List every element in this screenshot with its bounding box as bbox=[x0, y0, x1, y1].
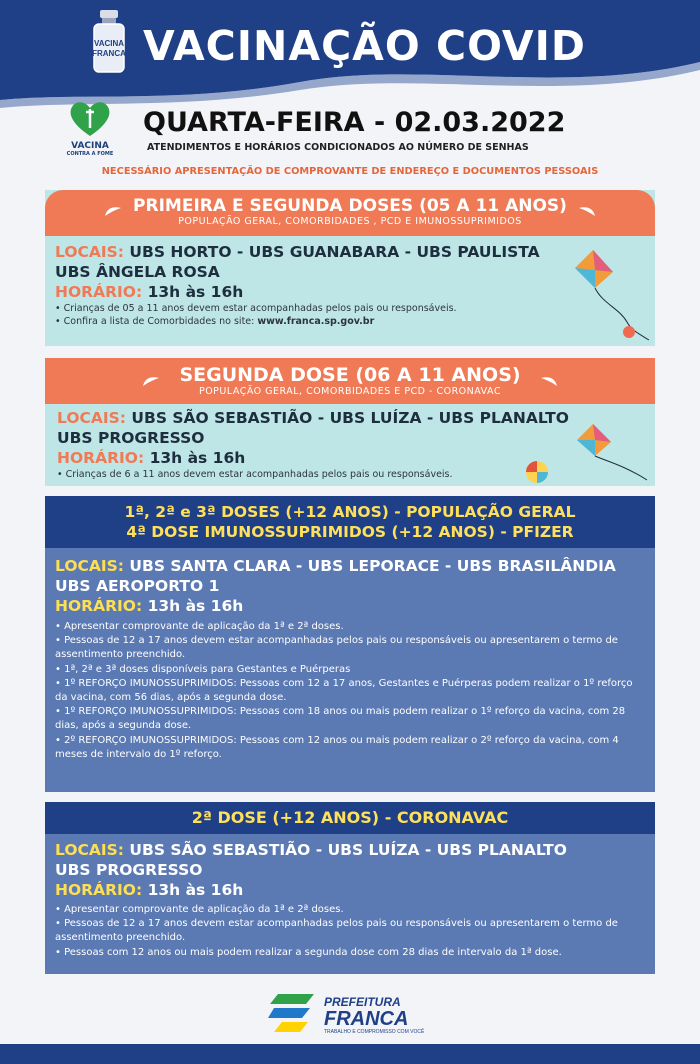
card3-locais-label: LOCAIS: bbox=[55, 557, 125, 575]
logo-stripe-yellow bbox=[274, 1022, 308, 1032]
logo-tagline: TRABALHO E COMPROMISSO COM VOCÊ bbox=[324, 1029, 425, 1035]
card-doses-12-plus bbox=[45, 496, 655, 792]
card-first-second-doses bbox=[45, 190, 655, 346]
card3-header bbox=[45, 496, 655, 548]
splash-icon bbox=[141, 374, 161, 388]
footer-bar bbox=[0, 1044, 700, 1064]
card-second-dose-kids bbox=[45, 358, 655, 486]
card3-bullet: • 2º REFORÇO IMUNOSSUPRIMIDOS: Pessoas com 12 anos ou mais podem realizar o 2º reforço da vacina, com 4 meses de intervalo do 1º reforço. bbox=[55, 734, 619, 760]
card4-horario-label: HORÁRIO: bbox=[55, 881, 143, 899]
heart-logo-caption2: CONTRA A FOME bbox=[66, 151, 114, 157]
vial-text-1: VACINA bbox=[93, 39, 125, 48]
card3-horario-value: 13h às 16h bbox=[147, 597, 244, 615]
card2-locais bbox=[57, 408, 643, 448]
card2-horario-value: 13h às 16h bbox=[149, 449, 246, 467]
splash-icon bbox=[539, 374, 559, 388]
page-title: VACINAÇÃO COVID bbox=[143, 22, 586, 70]
documents-note: NECESSÁRIO APRESENTAÇÃO DE COMPROVANTE DE ENDEREÇO E DOCUMENTOS PESSOAIS bbox=[101, 166, 599, 177]
heart-icon bbox=[68, 100, 112, 138]
card2-title: SEGUNDA DOSE (06 A 11 ANOS) bbox=[179, 364, 521, 386]
site-link[interactable]: www.franca.sp.gov.br bbox=[257, 316, 375, 327]
card4-locais-label: LOCAIS: bbox=[55, 841, 125, 859]
card3-title-line2: 4ª DOSE IMUNOSSUPRIMIDOS (+12 ANOS) - PFIZER bbox=[126, 523, 574, 541]
card1-locais bbox=[55, 242, 645, 282]
card2-header bbox=[45, 358, 655, 404]
card-coronavac-12-plus bbox=[45, 802, 655, 974]
card2-locais-line1: UBS SÃO SEBASTIÃO - UBS LUÍZA - UBS PLANALTO bbox=[131, 409, 569, 427]
card4-bullet: • Apresentar comprovante de aplicação da 1ª e 2ª doses. bbox=[55, 904, 344, 915]
card3-locais-line2: UBS AEROPORTO 1 bbox=[55, 577, 220, 595]
card4-bullet: • Pessoas com 12 anos ou mais podem realizar a segunda dose com 28 dias de intervalo da 1ª dose. bbox=[55, 946, 562, 958]
card1-bullet: • Crianças de 05 a 11 anos devem estar acompanhadas pelos pais ou responsáveis. bbox=[55, 303, 457, 314]
card1-bullet bbox=[55, 315, 645, 328]
date-subtitle: ATENDIMENTOS E HORÁRIOS CONDICIONADOS AO NÚMERO DE SENHAS bbox=[147, 142, 529, 153]
card2-bullet: • Crianças de 6 a 11 anos devem estar acompanhadas pelos pais ou responsáveis. bbox=[57, 469, 453, 480]
card1-locais-line1: UBS HORTO - UBS GUANABARA - UBS PAULISTA bbox=[129, 243, 540, 261]
card4-locais-line1: UBS SÃO SEBASTIÃO - UBS LUÍZA - UBS PLANALTO bbox=[129, 841, 567, 859]
ball-icon bbox=[525, 460, 549, 484]
card3-horario-label: HORÁRIO: bbox=[55, 597, 143, 615]
card4-locais-line2: UBS PROGRESSO bbox=[55, 861, 203, 879]
logo-text-main: FRANCA bbox=[324, 1008, 409, 1030]
card1-header bbox=[45, 190, 655, 236]
card3-bullet: • Pessoas de 12 a 17 anos devem estar acompanhadas pelos pais ou responsáveis ou apresentarem o termo de assentimento preenchido. bbox=[55, 635, 618, 661]
card3-bullet: • 1ª, 2ª e 3ª doses disponíveis para Gestantes e Puérperas bbox=[55, 663, 351, 675]
card1-horario-label: HORÁRIO: bbox=[55, 283, 143, 301]
kite-icon bbox=[575, 422, 651, 484]
prefeitura-franca-logo bbox=[268, 990, 438, 1036]
card3-title-line1: 1ª, 2ª e 3ª DOSES (+12 ANOS) - POPULAÇÃO GERAL bbox=[124, 503, 576, 521]
card3-bullet: • 1º REFORÇO IMUNOSSUPRIMIDOS: Pessoas com 18 anos ou mais podem realizar o 1º reforço da vacina, com 28 dias, após a segunda dose. bbox=[55, 706, 626, 732]
vacina-contra-fome-logo bbox=[60, 100, 120, 158]
card3-bullet: • 1º REFORÇO IMUNOSSUPRIMIDOS: Pessoas com 12 a 17 anos, Gestantes e Puérperas podem realizar o 1º reforço da vacina, com 56 dias, após a segunda dose. bbox=[55, 677, 633, 704]
card3-locais bbox=[55, 556, 645, 596]
card4-locais bbox=[55, 840, 645, 880]
logo-text-top: PREFEITURA bbox=[324, 995, 401, 1009]
card1-bullet-text: • Confira a lista de Comorbidades no site: bbox=[55, 316, 258, 327]
card4-bullet: • Pessoas de 12 a 17 anos devem estar acompanhadas pelos pais ou responsáveis ou apresentarem o termo de assentimento preenchido. bbox=[55, 918, 618, 944]
date-title: QUARTA-FEIRA - 02.03.2022 bbox=[143, 107, 566, 138]
vial-text-2: FRANCA bbox=[92, 49, 126, 58]
logo-stripe-blue bbox=[268, 1008, 310, 1018]
card2-horario bbox=[57, 448, 643, 468]
kite-icon bbox=[573, 248, 653, 344]
heart-logo-caption: VACINA bbox=[71, 141, 109, 151]
splash-icon bbox=[577, 204, 597, 218]
card4-horario-value: 13h às 16h bbox=[147, 881, 244, 899]
card2-locais-label: LOCAIS: bbox=[57, 409, 127, 427]
card4-horario bbox=[55, 880, 645, 900]
card3-horario bbox=[55, 596, 645, 616]
vaccine-vial-logo bbox=[88, 10, 130, 74]
card2-locais-line2: UBS PROGRESSO bbox=[57, 429, 205, 447]
card2-horario-label: HORÁRIO: bbox=[57, 449, 145, 467]
card4-header: 2ª DOSE (+12 ANOS) - CORONAVAC bbox=[45, 802, 655, 834]
card1-title: PRIMEIRA E SEGUNDA DOSES (05 A 11 ANOS) bbox=[133, 196, 567, 216]
card1-subtitle: POPULAÇÃO GERAL, COMORBIDADES , PCD E IMUNOSSUPRIMIDOS bbox=[178, 216, 522, 227]
card3-locais-line1: UBS SANTA CLARA - UBS LEPORACE - UBS BRASILÂNDIA bbox=[129, 557, 616, 575]
card1-horario-value: 13h às 16h bbox=[147, 283, 244, 301]
splash-icon bbox=[103, 204, 123, 218]
logo-stripe-green bbox=[270, 994, 314, 1004]
card1-horario bbox=[55, 282, 645, 302]
card3-bullet: • Apresentar comprovante de aplicação da 1ª e 2ª doses. bbox=[55, 621, 344, 632]
card1-locais-line2: UBS ÂNGELA ROSA bbox=[55, 263, 220, 281]
card1-locais-label: LOCAIS: bbox=[55, 243, 125, 261]
card2-subtitle: POPULAÇÃO GERAL, COMORBIDADES E PCD - CORONAVAC bbox=[198, 386, 502, 397]
